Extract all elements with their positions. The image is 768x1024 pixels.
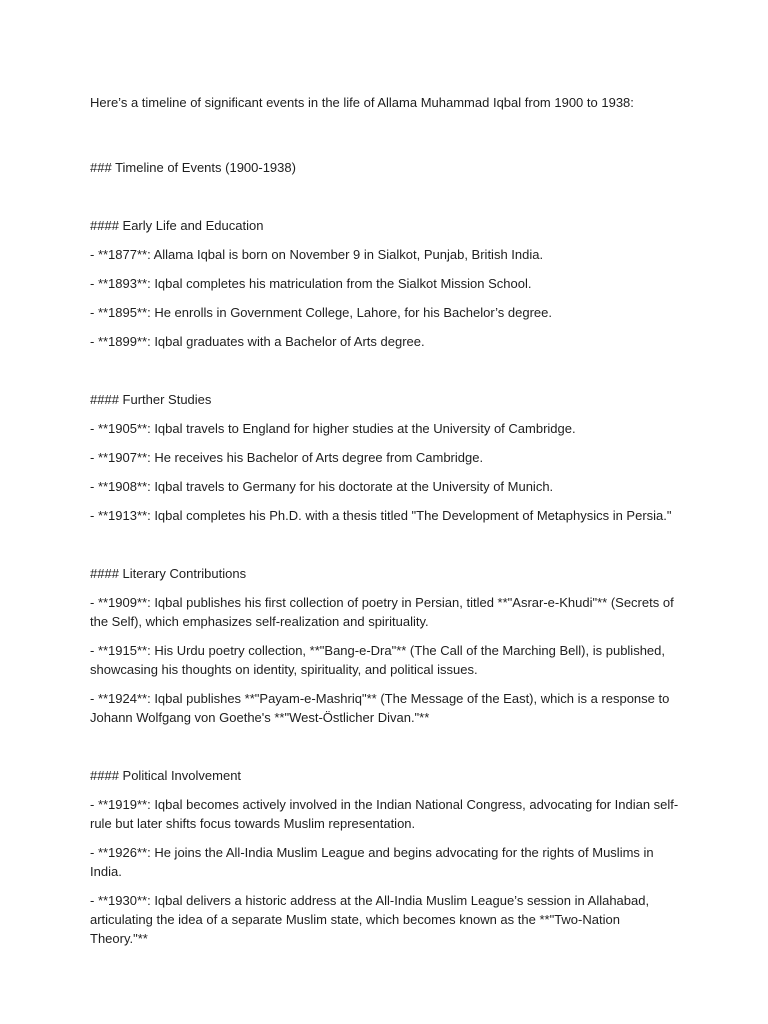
- section-political-involvement: [90, 766, 680, 948]
- timeline-item: - **1930**: Iqbal delivers a historic address at the All-India Muslim League’s session in Allahabad, articulating the idea of a separate Muslim state, which becomes known as the **"Two-Nation Theory."**: [90, 893, 650, 946]
- timeline-item: - **1895**: He enrolls in Government College, Lahore, for his Bachelor’s degree.: [90, 305, 553, 320]
- timeline-item: - **1915**: His Urdu poetry collection, **"Bang-e-Dra"** (The Call of the Marching Bell), is published, showcasing his thoughts on identity, spirituality, and political issues.: [90, 643, 665, 677]
- timeline-item: - **1926**: He joins the All-India Muslim League and begins advocating for the rights of Muslims in India.: [90, 845, 654, 879]
- section-further-studies: [90, 390, 680, 525]
- section-early-life: [90, 216, 680, 351]
- timeline-item: - **1919**: Iqbal becomes actively involved in the Indian National Congress, advocating for Indian self-rule but later shifts focus towards Muslim representation.: [90, 797, 679, 831]
- timeline-item: - **1908**: Iqbal travels to Germany for his doctorate at the University of Munich.: [90, 479, 554, 494]
- section-heading: #### Literary Contributions: [90, 566, 247, 581]
- timeline-item: - **1909**: Iqbal publishes his first collection of poetry in Persian, titled **"Asrar-e-Khudi"** (Secrets of the Self), which emphasizes self-realization and spirituality.: [90, 595, 674, 629]
- timeline-item: - **1924**: Iqbal publishes **"Payam-e-Mashriq"** (The Message of the East), which is a response to Johann Wolfgang von Goethe's **"West-Östlicher Divan."**: [90, 691, 670, 725]
- section-heading: #### Further Studies: [90, 392, 212, 407]
- timeline-item: - **1899**: Iqbal graduates with a Bachelor of Arts degree.: [90, 334, 425, 349]
- timeline-item: - **1877**: Allama Iqbal is born on November 9 in Sialkot, Punjab, British India.: [90, 247, 544, 262]
- section-heading: #### Early Life and Education: [90, 218, 264, 233]
- intro-paragraph: Here’s a timeline of significant events in the life of Allama Muhammad Iqbal from 1900 to 1938:: [90, 95, 634, 110]
- document-page: [90, 93, 680, 948]
- section-literary-contributions: [90, 564, 680, 727]
- timeline-item: - **1905**: Iqbal travels to England for higher studies at the University of Cambridge.: [90, 421, 576, 436]
- timeline-item: - **1893**: Iqbal completes his matriculation from the Sialkot Mission School.: [90, 276, 532, 291]
- timeline-heading: ### Timeline of Events (1900-1938): [90, 160, 296, 175]
- timeline-item: - **1913**: Iqbal completes his Ph.D. with a thesis titled "The Development of Metaphysics in Persia.": [90, 508, 672, 523]
- timeline-item: - **1907**: He receives his Bachelor of Arts degree from Cambridge.: [90, 450, 484, 465]
- section-heading: #### Political Involvement: [90, 768, 242, 783]
